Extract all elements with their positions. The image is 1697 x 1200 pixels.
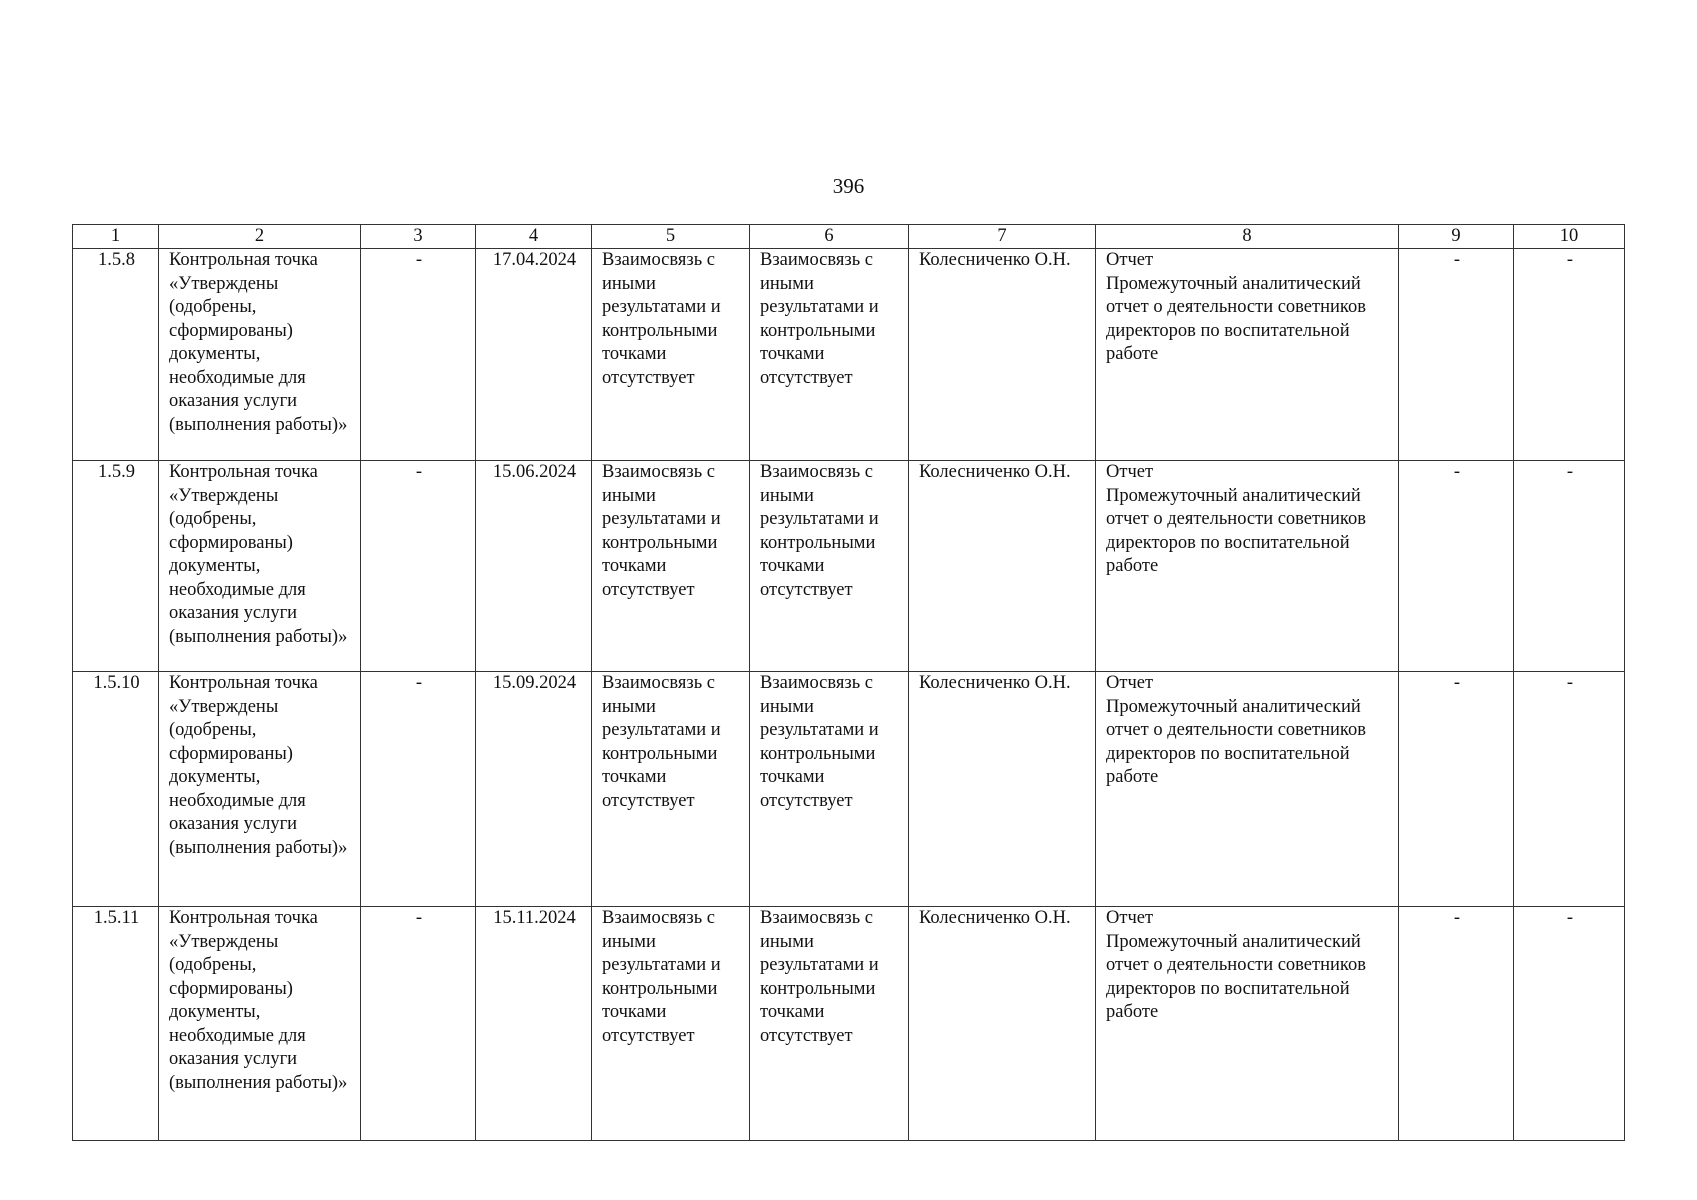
document-type: Отчет: [1106, 673, 1154, 693]
cell-col3: -: [361, 249, 476, 461]
document-description: Промежуточный аналитический отчет о деятельности советников директоров по воспитательной работе: [1106, 273, 1366, 364]
control-point-name: Контрольная точка «Утверждены (одобрены, сформированы) документы, необходимые для оказания услуги (выполнения работы)»: [159, 249, 361, 461]
document-cell: [1096, 249, 1399, 461]
relation-next: Взаимосвязь с иными результатами и контрольными точками отсутствует: [750, 249, 909, 461]
responsible-person: Колесниченко О.Н.: [909, 249, 1096, 461]
table-row: [73, 249, 1625, 461]
table-row: [73, 461, 1625, 672]
control-point-name: Контрольная точка «Утверждены (одобрены, сформированы) документы, необходимые для оказания услуги (выполнения работы)»: [159, 461, 361, 672]
control-point-name: Контрольная точка «Утверждены (одобрены, сформированы) документы, необходимые для оказания услуги (выполнения работы)»: [159, 907, 361, 1141]
cell-col10: -: [1514, 249, 1625, 461]
column-header-2: 2: [159, 225, 361, 249]
responsible-person: Колесниченко О.Н.: [909, 672, 1096, 907]
document-cell: [1096, 461, 1399, 672]
column-header-7: 7: [909, 225, 1096, 249]
relation-previous: Взаимосвязь с иными результатами и контрольными точками отсутствует: [592, 249, 750, 461]
relation-previous: Взаимосвязь с иными результатами и контрольными точками отсутствует: [592, 907, 750, 1141]
table-header-row: [73, 225, 1625, 249]
cell-col3: -: [361, 907, 476, 1141]
deadline-date: 15.09.2024: [476, 672, 592, 907]
page-number: 396: [832, 174, 865, 198]
document-type: Отчет: [1106, 908, 1154, 928]
relation-previous: Взаимосвязь с иными результатами и контрольными точками отсутствует: [592, 672, 750, 907]
cell-col3: -: [361, 672, 476, 907]
cell-col10: -: [1514, 907, 1625, 1141]
column-header-9: 9: [1399, 225, 1514, 249]
column-header-8: 8: [1096, 225, 1399, 249]
row-number: 1.5.11: [73, 907, 159, 1141]
column-header-3: 3: [361, 225, 476, 249]
cell-col9: -: [1399, 907, 1514, 1141]
deadline-date: 15.11.2024: [476, 907, 592, 1141]
table-row: [73, 672, 1625, 907]
relation-next: Взаимосвязь с иными результатами и контрольными точками отсутствует: [750, 907, 909, 1141]
document-cell: [1096, 672, 1399, 907]
column-header-6: 6: [750, 225, 909, 249]
document-type: Отчет: [1106, 250, 1154, 270]
control-point-name: Контрольная точка «Утверждены (одобрены, сформированы) документы, необходимые для оказания услуги (выполнения работы)»: [159, 672, 361, 907]
cell-col9: -: [1399, 461, 1514, 672]
relation-next: Взаимосвязь с иными результатами и контрольными точками отсутствует: [750, 461, 909, 672]
cell-col10: -: [1514, 461, 1625, 672]
document-type: Отчет: [1106, 462, 1154, 482]
column-header-5: 5: [592, 225, 750, 249]
responsible-person: Колесниченко О.Н.: [909, 907, 1096, 1141]
deadline-date: 15.06.2024: [476, 461, 592, 672]
document-description: Промежуточный аналитический отчет о деятельности советников директоров по воспитательной работе: [1106, 931, 1366, 1022]
cell-col9: -: [1399, 672, 1514, 907]
cell-col10: -: [1514, 672, 1625, 907]
column-header-4: 4: [476, 225, 592, 249]
row-number: 1.5.10: [73, 672, 159, 907]
responsible-person: Колесниченко О.Н.: [909, 461, 1096, 672]
relation-next: Взаимосвязь с иными результатами и контрольными точками отсутствует: [750, 672, 909, 907]
control-points-table: [72, 224, 1625, 1141]
deadline-date: 17.04.2024: [476, 249, 592, 461]
row-number: 1.5.8: [73, 249, 159, 461]
relation-previous: Взаимосвязь с иными результатами и контрольными точками отсутствует: [592, 461, 750, 672]
cell-col9: -: [1399, 249, 1514, 461]
cell-col3: -: [361, 461, 476, 672]
row-number: 1.5.9: [73, 461, 159, 672]
column-header-10: 10: [1514, 225, 1625, 249]
column-header-1: 1: [73, 225, 159, 249]
document-cell: [1096, 907, 1399, 1141]
document-description: Промежуточный аналитический отчет о деятельности советников директоров по воспитательной работе: [1106, 485, 1366, 576]
document-description: Промежуточный аналитический отчет о деятельности советников директоров по воспитательной работе: [1106, 696, 1366, 787]
table-row: [73, 907, 1625, 1141]
